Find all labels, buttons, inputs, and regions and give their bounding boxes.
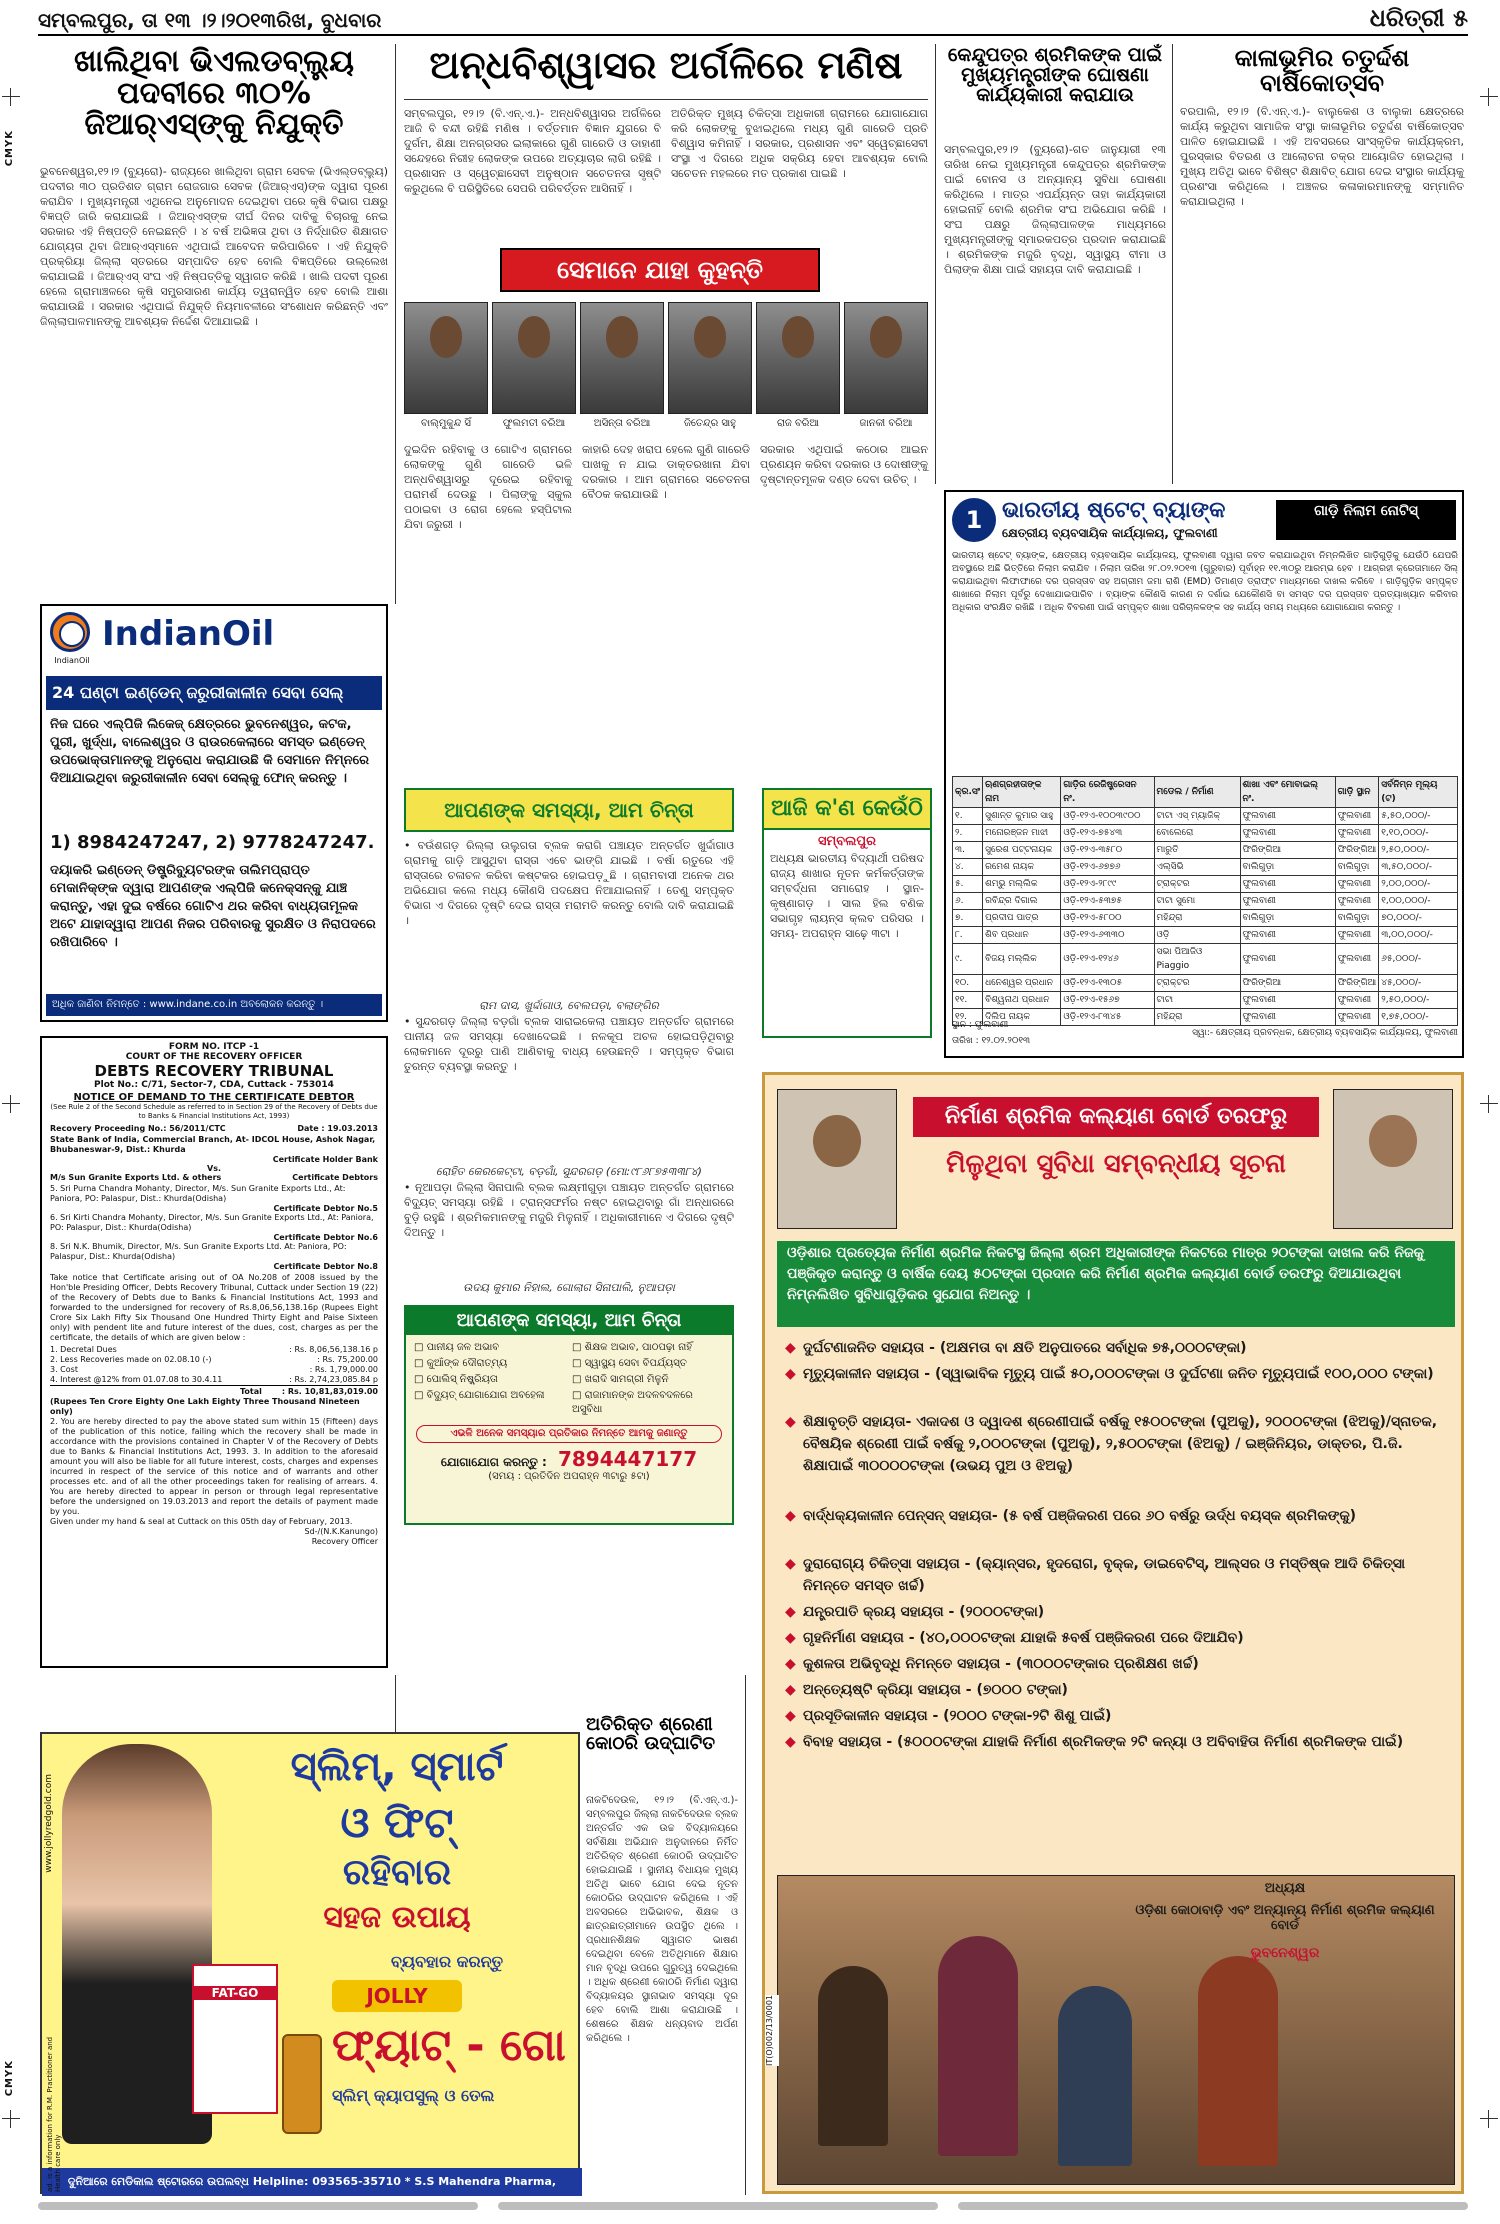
benefit-item: ◆ ମୃତ୍ୟୁକାଳୀନ ସହାୟତା - (ସ୍ୱାଭାବିକ ମୃତ୍ୟୁ ପାଇଁ ୫୦,୦୦୦ଟଙ୍କା ଓ ଦୁର୍ଘଟଣା ଜନିତ ମୃତ୍ୟୁପାଇଁ ୧୦୦,୦୦୦ ଟଙ୍କା) bbox=[781, 1363, 1453, 1411]
person-photo bbox=[668, 302, 752, 414]
page-footer bbox=[38, 2198, 1468, 2214]
drt-dues-table bbox=[50, 1345, 378, 1397]
benefit-item: ◆ ଯନ୍ତ୍ରପାତି କ୍ରୟ ସହାୟତା - (୨୦୦୦ଟଙ୍କା) bbox=[781, 1601, 1453, 1627]
drt-date: Date : 19.03.2013 bbox=[297, 1124, 378, 1133]
table-cell: ୧. bbox=[953, 808, 983, 825]
crosshair-icon bbox=[2, 2110, 20, 2128]
indianoil-brand: IndianOil bbox=[102, 614, 275, 654]
samasya-item: □ ଖରାଦି ସାମଗ୍ରୀ ମିଳୁନି bbox=[572, 1374, 669, 1385]
aaji-box bbox=[762, 788, 932, 1038]
table-cell: ଓଡ଼ି-୧୨ଏ-୧୩୦୫ bbox=[1061, 975, 1154, 992]
table-cell: ମହିନ୍ଦ୍ରା bbox=[1154, 1009, 1240, 1026]
story-headline: ଅନ୍ଧବିଶ୍ୱାସର ଅର୍ଗଳିରେ ମଣିଷ bbox=[404, 46, 928, 100]
sbi-auction-notice bbox=[944, 490, 1464, 1058]
table-header-cell: ଶାଖା ଏବଂ ମୋବାଇଲ୍ ନଂ. bbox=[1240, 777, 1335, 808]
benefit-item: ◆ ଦୁର୍ଘଟଣାଜନିତ ସହାୟତା - (ଅକ୍ଷମତା ବା କ୍ଷତି ଅନୁପାତରେ ସର୍ବାଧିକ ୭୫,୦୦୦ଟଙ୍କା) bbox=[781, 1337, 1453, 1363]
sbi-logo-icon: 1 bbox=[952, 498, 996, 542]
table-cell: ଓଡ଼ି-୧୨ଏ-୧୦୦୩୯୦୦ bbox=[1061, 808, 1154, 825]
people-photo-strip bbox=[404, 302, 928, 462]
jolly-tagline: ସ୍ଲିମ୍ କ୍ୟାପସୁଲ୍ ଓ ତେଲ bbox=[332, 2086, 495, 2105]
drt-notice-title: NOTICE OF DEMAND TO THE CERTIFICATE DEBTOR bbox=[73, 1092, 355, 1103]
jolly-line1: ସ୍ଲିମ୍, ସ୍ମାର୍ଟ bbox=[290, 1744, 504, 1790]
table-cell: ମନୋରଞ୍ଜନ ମାଝୀ bbox=[983, 825, 1061, 842]
table-cell: ସଭା ପିଆଜିଓ Piaggio bbox=[1154, 944, 1240, 975]
table-cell: ଫୁଲବାଣୀ bbox=[1335, 825, 1379, 842]
indianoil-ad bbox=[40, 604, 388, 1022]
drt-notice bbox=[40, 1036, 388, 1668]
table-cell: ୩,୦୦,୦୦୦/- bbox=[1379, 927, 1458, 944]
drt-title: DEBTS RECOVERY TRIBUNAL bbox=[94, 1062, 334, 1080]
table-cell: ଫୁଲବାଣୀ bbox=[1335, 944, 1379, 975]
benefit-item: ◆ ଦୁରାରୋଗ୍ୟ ଚିକିତ୍ସା ସହାୟତା - (କ୍ୟାନ୍‌ସର, ହୃଦରୋଗ, ବୃକ୍କ, ଡାଇବେଟିସ୍, ଆଲ୍‌ସର ଓ ମସ୍ତିଷ୍କ ଆଦି ଚିକିତ୍ସା ନିମନ୍ତେ ସମସ୍ତ ଖର୍ଚ୍ଚ) bbox=[781, 1553, 1453, 1601]
board-footer-org: ଓଡ଼ିଶା କୋଠାବାଡ଼ି ଏବଂ ଅନ୍ୟାନ୍ୟ ନିର୍ମାଣ ଶ୍ରମିକ କଲ୍ୟାଣ ବୋର୍ଡ bbox=[1135, 1903, 1435, 1933]
table-cell: ୧୧. bbox=[953, 992, 983, 1009]
table-row bbox=[953, 910, 1458, 927]
samasya-contact-label: ଯୋଗାଯୋଗ କରନ୍ତୁ : bbox=[440, 1455, 547, 1469]
table-cell: ବାଲିଗୁଡ଼ା bbox=[1240, 859, 1335, 876]
product-box bbox=[192, 1964, 278, 2114]
aaji-body: ଅଧ୍ୟକ୍ଷ ଭାରତୀୟ ବିଦ୍ୟାର୍ଥୀ ପରିଷଦ ରାଜ୍ୟ ଶାଖାର ନୂତନ କର୍ମକର୍ତ୍ତାଙ୍କ ସମ୍ବର୍ଦ୍ଧନା ସମାରୋହ । ସ୍ଥାନ- କୃଷ୍ଣାଗଡ଼ । ସାଲ ହିଲ ବଣିକ ସଭାଗୃହ ଲାୟନ୍ସ କ୍ଲବ ପରିସର । ସମୟ- ଅପରାହ୍ନ ସାଢ଼େ ୩ଟା । bbox=[770, 852, 924, 940]
table-row bbox=[953, 992, 1458, 1009]
jolly-line4: ସହଜ ଉପାୟ bbox=[323, 1900, 471, 1935]
table-cell: ଫିରିଙ୍ଗିଆ bbox=[1335, 842, 1379, 859]
table-cell: ଟାଟା bbox=[1154, 992, 1240, 1009]
table-cell: ୯. bbox=[953, 944, 983, 975]
samasya-form-banner: ଆପଣଙ୍କ ସମସ୍ୟା, ଆମ ଚିନ୍ତା bbox=[406, 1307, 732, 1335]
table-cell: ବାଲିଗୁଡ଼ା bbox=[1335, 910, 1379, 927]
table-cell: ୧,୧୦,୦୦୦/- bbox=[1379, 825, 1458, 842]
drt-sign: Sd-/(N.K.Kanungo) bbox=[304, 1527, 378, 1536]
table-cell: ଓଡ଼ି-୧୨ଏ-୬୩୩୦ bbox=[1061, 927, 1154, 944]
drt-row-label: 1. Decretal Dues bbox=[50, 1345, 117, 1354]
drt-row-amount: : Rs. 8,06,56,138.16 p bbox=[289, 1345, 378, 1354]
samasya-form-box bbox=[404, 1305, 734, 1525]
table-cell: ଫୁଲବାଣୀ bbox=[1335, 927, 1379, 944]
jolly-website: www.jollyredgold.com bbox=[44, 1774, 54, 1873]
drt-given: Given under my hand & seal at Cuttack on this 05th day of February, 2013. bbox=[50, 1517, 353, 1526]
table-cell: ବାଲିଗୁଡ଼ା bbox=[1335, 859, 1379, 876]
samasya-item: □ ବିଦ୍ୟୁତ୍ ଯୋଗାଯୋଗ ଅବହେଳା bbox=[414, 1390, 545, 1401]
drt-rule: (See Rule 2 of the Second Schedule as referred to in Section 29 of the Recovery of Debts due to Banks & Financial Institutions Act, 1993) bbox=[50, 1103, 378, 1120]
drt-row-amount: : Rs. 2,74,23,085.84 p bbox=[289, 1375, 378, 1384]
samasya-letter: • ନୂଆପଡ଼ା ଜିଲ୍ଲା ସିନାପାଲି ବ୍ଲକ ଲକ୍ଷ୍ମୀଗୁଡ଼ା ପଞ୍ଚାୟତ ଅନ୍ତର୍ଗତ ଗ୍ରାମରେ ବିଦ୍ୟୁତ୍ ସମସ୍ୟା ରହିଛି । ଟ୍ରାନ୍ସଫର୍ମର ନଷ୍ଟ ହୋଇଥିବାରୁ ଗାଁ ଅନ୍ଧାରରେ ବୁଡ଼ି ରହୁଛି । ଶ୍ରମିକମାନଙ୍କୁ ମଜୁରି ମିଳୁନାହିଁ । ଅଧିକାରୀମାନେ ଏ ଦିଗରେ ଦୃଷ୍ଟି ଦିଅନ୍ତୁ । bbox=[404, 1181, 734, 1239]
table-row bbox=[953, 1009, 1458, 1026]
table-cell: ଟାଟା ସୁମୋ bbox=[1154, 893, 1240, 910]
samasya-item: □ ଶିକ୍ଷକ ଅଭାବ, ପାଠପଢ଼ା ନାହିଁ bbox=[572, 1342, 693, 1353]
table-cell: ଫୁଲବାଣୀ bbox=[1240, 893, 1335, 910]
oil-bottle-icon bbox=[282, 2034, 322, 2134]
benefit-item: ◆ ଅନ୍ତ୍ୟେଷ୍ଟି କ୍ରିୟା ସହାୟତା - (୭୦୦୦ ଟଙ୍କା) bbox=[781, 1679, 1453, 1705]
drt-row-amount: : Rs. 1,79,000.00 bbox=[309, 1365, 378, 1374]
quote-col: କାହାରି ଦେହ ଖରାପ ହେଲେ ଗୁଣି ଗାରେଡି ପାଖକୁ ନ ଯାଇ ଡାକ୍ତରଖାନା ଯିବା ଦରକାର । ଆମ ଗ୍ରାମରେ ସଚେତନତା ବୈଠକ କରାଯାଉଛି । bbox=[582, 443, 750, 501]
portrait-photo bbox=[777, 1089, 897, 1229]
table-cell: ଓଡ଼ି-୧୨ଏ-୧୨୪୬ bbox=[1061, 944, 1154, 975]
aaji-title: ଆଜି କ'ଣ କେଉଁଠି bbox=[764, 790, 930, 830]
jolly-side-note: ad. is a information for R.M. Practitioner and Health care only bbox=[46, 2036, 62, 2192]
table-header-row bbox=[953, 777, 1458, 808]
table-cell: ଓଡ଼ି-୧୨ଏ-୩୫୮୦ bbox=[1061, 842, 1154, 859]
table-cell: ୫. bbox=[953, 876, 983, 893]
person-photo bbox=[492, 302, 576, 414]
table-cell: ଫୁଲବାଣୀ bbox=[1240, 876, 1335, 893]
drt-debtor: M/s Sun Granite Exports Ltd. & others bbox=[50, 1173, 222, 1182]
drt-row-label: 3. Cost bbox=[50, 1365, 78, 1374]
benefit-item: ◆ ପ୍ରସୂତିକାଳୀନ ସହାୟତା - (୨୦୦୦ ଟଙ୍କା-୨ଟି ଶିଶୁ ପାଇଁ) bbox=[781, 1705, 1453, 1731]
table-row bbox=[953, 842, 1458, 859]
jolly-line3: ରହିବାର bbox=[342, 1852, 452, 1893]
person-caption: ବାଲ୍ମୁକୁନ୍ଦ ସିଁ bbox=[421, 418, 471, 429]
person-caption: ରାଜ ବରିଆ bbox=[776, 418, 820, 429]
jolly-helpline: ଦୁନିଆରେ ମେଡିକାଲ ଷ୍ଟୋରରେ ଉପଲବ୍ଧ Helpline: 093565-35710 * S.S Mahendra Pharma, bbox=[42, 2168, 582, 2196]
board-benefit-list bbox=[781, 1337, 1453, 1779]
drt-total: : Rs. 10,81,83,019.00 bbox=[281, 1387, 378, 1396]
story-headline: କାଳାଭୂମିର ଚତୁର୍ଦ୍ଦଶ ବାର୍ଷିକୋତ୍ସବ bbox=[1234, 44, 1410, 98]
table-cell: ଫୁଲବାଣୀ bbox=[1335, 992, 1379, 1009]
samasya-sign: ରାମ ଦାସ, ଖୁର୍ଦ୍ଦାଗାଓ, ବେଲପଡ଼ା, ବଲାଙ୍ଗିର bbox=[479, 999, 659, 1012]
sbi-badge: ଗାଡ଼ି ନିଲାମ ନୋଟିସ୍ bbox=[1276, 500, 1456, 540]
story-headline: କେନ୍ଦୁପତ୍ର ଶ୍ରମିକଙ୍କ ପାଇଁ ମୁଖ୍ୟମନ୍ତ୍ରୀଙ୍କ ଘୋଷଣା କାର୍ଯ୍ୟକାରୀ କରାଯାଉ bbox=[947, 44, 1163, 106]
drt-form-no: FORM NO. ITCP -1 bbox=[168, 1042, 260, 1052]
samasya-item: □ ପାନୀୟ ଜଳ ଅଭାବ bbox=[414, 1342, 500, 1353]
crosshair-icon bbox=[1480, 88, 1498, 106]
benefit-item: ◆ ବିବାହ ସହାୟତା - (୫୦୦୦ଟଙ୍କା ଯାହାକି ନିର୍ମାଣ ଶ୍ରମିକଙ୍କ ୨ଟି କନ୍ୟା ଓ ଅବିବାହିତା ନିର୍ମାଣ ଶ୍ରମିକଙ୍କ ପାଇଁ) bbox=[781, 1731, 1453, 1779]
story-body-left: ସମ୍ବଲପୁର, ୧୨।୨ (ବି.ଏନ୍.ଏ.)- ଅନ୍ଧବିଶ୍ୱାସର ଅର୍ଗଳିରେ ଆଜି ବି ବନ୍ଦୀ ରହିଛି ମଣିଷ । ବର୍ତ୍ତମାନ ବିଜ୍ଞାନ ଯୁଗରେ ବି ଦୁର୍ଗମ, ଶିକ୍ଷା ଅନଗ୍ରସର ଇଲାକାରେ ଗୁଣି ଗାରେଡି ଓ ଡାହାଣୀ ସନ୍ଦେହରେ ନିରୀହ ଲୋକଙ୍କ ଉପରେ ଅତ୍ୟାଚାର ଲାଗି ରହିଛି । ପ୍ରଶାସନ ଓ ସ୍ୱେଚ୍ଛାସେବୀ ଅନୁଷ୍ଠାନ ସଚେତନତା ସୃଷ୍ଟି କରୁଥିଲେ ବି ପରିସ୍ଥିତିରେ ସେପରି ପରିବର୍ତ୍ତନ ଆସିନାହିଁ । bbox=[404, 107, 661, 195]
table-cell: ୮. bbox=[953, 927, 983, 944]
table-header-cell: ଗାଡ଼ି ସ୍ଥାନ bbox=[1335, 777, 1379, 808]
quote-banner: ସେମାନେ ଯାହା କୁହନ୍ତି bbox=[500, 248, 820, 292]
sbi-body: ଭାରତୀୟ ଷ୍ଟେଟ୍ ବ୍ୟାଙ୍କ, କ୍ଷେତ୍ରୀୟ ବ୍ୟବସାୟିକ କାର୍ଯ୍ୟାଳୟ, ଫୁଲବାଣୀ ଦ୍ୱାରା ଜବତ କରାଯାଇଥିବା ନିମ୍ନଲିଖିତ ଗାଡ଼ିଗୁଡ଼ିକୁ ଯେଉଁଠି ଯେପରି ଅବସ୍ଥାରେ ଅଛି ଭିତ୍ତିରେ ନିଲାମ କରାଯିବ । ନିଲାମ ତାରିଖ ୨୮.୦୨.୨୦୧୩ (ଗୁରୁବାର) ପୂର୍ବାହ୍ନ ୧୧.୩୦ରୁ ଆରମ୍ଭ ହେବ । ଆଗ୍ରହୀ କ୍ରେତାମାନେ ସିଲ୍ କରାଯାଇଥିବା ଲିଫାଫାରେ ଦର ପ୍ରସ୍ତାବ ସହ ଅଗ୍ରୀମ ଜମା ରାଶି (EMD) ଡିମାଣ୍ଡ ଡ୍ରାଫ୍ଟ ମାଧ୍ୟମରେ ଦାଖଲ କରିବେ । ଗାଡ଼ିଗୁଡ଼ିକ ସମ୍ପୃକ୍ତ ଶାଖାରେ ନିଲାମ ପୂର୍ବରୁ ଦେଖାଯାଇପାରିବ । ବ୍ୟାଙ୍କ କୌଣସି କାରଣ ନ ଦର୍ଶାଇ ଯେକୌଣସି ବା ସମସ୍ତ ଦର ପ୍ରସ୍ତାବ ପ୍ରତ୍ୟାଖ୍ୟାନ କରିବାର ଅଧିକାର ସଂରକ୍ଷିତ ରଖିଛି । ଅଧିକ ବିବରଣୀ ପାଇଁ ସମ୍ପୃକ୍ତ ଶାଖା ପରିଚାଳକଙ୍କ ସହ କାର୍ଯ୍ୟ ସମୟ ମଧ୍ୟରେ ଯୋଗାଯୋଗ କରନ୍ତୁ । bbox=[952, 551, 1458, 613]
table-cell: ଏଲ୍‌ସିଭି bbox=[1154, 859, 1240, 876]
drt-debtor-8: 8. Sri N.K. Bhumik, Director, M/s. Sun Granite Exports Ltd. At: Paniora, PO: Palaspur, Dist.: Khurda(Odisha) bbox=[50, 1242, 347, 1261]
samasya-sign: ଉଦୟ କୁମାର ନିହାଲ, ଗୋଲାଗ ସିନାପାଲି, ନୁଆପଡ଼ା bbox=[463, 1281, 675, 1294]
sbi-place: ସ୍ଥାନ : ଫୁଲବାଣୀ bbox=[952, 1020, 1009, 1030]
quote-col: ଦୁଇଦିନ ରହିବାକୁ ଓ ଗୋଟିଏ ଗ୍ରାମରେ ଲୋକଙ୍କୁ ଗୁଣି ଗାରେଡି ଭଳି ଅନ୍ଧବିଶ୍ୱାସରୁ ଦୂରେଇ ରହିବାକୁ ପରାମର୍ଶ ଦେଉଛୁ । ପିଲାଙ୍କୁ ସ୍କୁଲ ପଠାଇବା ଓ ରୋଗ ହେଲେ ହସ୍ପିଟାଲ ଯିବା ଜରୁରୀ । bbox=[404, 443, 572, 531]
table-cell: ଓଡ଼ି-୧୨ଏ-୬୭୭୬ bbox=[1061, 859, 1154, 876]
table-cell: ଦିଲିପ ନାୟକ bbox=[983, 1009, 1061, 1026]
sbi-signer: ସ୍ୱା:- କ୍ଷେତ୍ରୀୟ ପ୍ରବନ୍ଧକ, କ୍ଷେତ୍ରୀୟ ବ୍ୟବସାୟିକ କାର୍ଯ୍ୟାଳୟ, ଫୁଲବାଣୀ bbox=[1192, 1028, 1458, 1038]
table-row bbox=[953, 876, 1458, 893]
benefit-item: ◆ କୁଶଳତା ଅଭିବୃଦ୍ଧି ନିମନ୍ତେ ସହାୟତା - (୩୦୦୦ଟଙ୍କାର ପ୍ରଶିକ୍ଷଣ ଖର୍ଚ୍ଚ) bbox=[781, 1653, 1453, 1679]
table-cell: ଫିରିଙ୍ଗିଆ bbox=[1240, 842, 1335, 859]
table-cell: ଫୁଲବାଣୀ bbox=[1240, 1009, 1335, 1026]
table-cell: ୩,୫୦,୦୦୦/- bbox=[1379, 859, 1458, 876]
table-header-cell: ମଡେଲ / ନିର୍ମାଣ bbox=[1154, 777, 1240, 808]
story-superstition bbox=[404, 43, 928, 256]
drt-address: Plot No.: C/71, Sector-7, CDA, Cuttack - 753014 bbox=[94, 1080, 334, 1090]
table-cell: ଫୁଲବାଣୀ bbox=[1240, 825, 1335, 842]
cmyk-mark-top: CMYK bbox=[4, 130, 15, 167]
sbi-title: ଭାରତୀୟ ଷ୍ଟେଟ୍ ବ୍ୟାଙ୍କ bbox=[1002, 498, 1226, 523]
drt-row-label: 2. Less Recoveries made on 02.08.10 (-) bbox=[50, 1355, 212, 1364]
drt-vs: Vs. bbox=[207, 1164, 221, 1173]
table-cell: ରମେଶ ନାୟକ bbox=[983, 859, 1061, 876]
samasya-item: □ ସ୍ୱାସ୍ଥ୍ୟ ସେବା ବିପର୍ଯ୍ୟସ୍ତ bbox=[572, 1358, 687, 1369]
jolly-line2: ଓ ଫିଟ୍ bbox=[340, 1798, 454, 1847]
table-cell: ରବିନ୍ଦ୍ର ଦିଗାଲ bbox=[983, 893, 1061, 910]
indianoil-footer-text: ଦୟାକରି ଇଣ୍ଡେନ୍ ଡିଷ୍ଟ୍ରିବ୍ୟୁଟରଙ୍କ ତାଲିମପ୍ରାପ୍ତ ମେକାନିକ୍‌ଙ୍କ ଦ୍ୱାରା ଆପଣଙ୍କ ଏଲ୍‌ପିଜି କନେକ୍ସନ୍‌କୁ ଯାଞ୍ଚ କରାନ୍ତୁ, ଏହା ଦୁଇ ବର୍ଷରେ ଗୋଟିଏ ଥର କରିବା ବାଧ୍ୟତାମୂଳକ ଅଟେ ଯାହାଦ୍ୱାରା ଆପଣ ନିଜର ପରିବାରକୁ ସୁରକ୍ଷିତ ଓ ନିରାପଦରେ ରଖିପାରିବେ । bbox=[50, 863, 376, 950]
jolly-brand: JOLLY bbox=[332, 1980, 462, 2012]
table-header-cell: ସର୍ବନିମ୍ନ ମୂଲ୍ୟ (ଟ) bbox=[1379, 777, 1458, 808]
crosshair-icon bbox=[1480, 1095, 1498, 1113]
page-header bbox=[38, 0, 1468, 36]
table-cell: ଫିରିଙ୍ଗିଆ bbox=[1335, 975, 1379, 992]
story-kendu-workers bbox=[944, 46, 1166, 478]
table-cell: ୬. bbox=[953, 893, 983, 910]
product-box-label: FAT-GO bbox=[194, 1986, 276, 2000]
person-photo bbox=[404, 302, 488, 414]
table-cell: ଟ୍ରାକ୍ଟର bbox=[1154, 975, 1240, 992]
story-headline: ଅତିରିକ୍ତ ଶ୍ରେଣୀ କୋଠରି ଉଦ୍‌ଘାଟିତ bbox=[586, 1714, 716, 1754]
table-cell: ଫୁଲବାଣୀ bbox=[1335, 893, 1379, 910]
table-cell: ଫୁଲବାଣୀ bbox=[1335, 1009, 1379, 1026]
table-cell: ସୁଶାନ୍ତ କୁମାର ସାହୁ bbox=[983, 808, 1061, 825]
model-photo bbox=[62, 1744, 212, 2144]
crosshair-icon bbox=[1480, 2110, 1498, 2128]
board-title: ନିର୍ମାଣ ଶ୍ରମିକ କଲ୍ୟାଣ ବୋର୍ଡ ତରଫରୁ bbox=[913, 1097, 1319, 1137]
table-header-cell: କ୍ର.ସଂ bbox=[953, 777, 983, 808]
table-cell: ଓଡ଼ି-୧୨ଏ-୨୮୯୯ bbox=[1061, 876, 1154, 893]
table-cell: ୧୦. bbox=[953, 975, 983, 992]
table-row bbox=[953, 825, 1458, 842]
portrait-photo bbox=[1333, 1089, 1453, 1229]
board-ad bbox=[762, 1072, 1464, 2194]
dateline: ସମ୍ବଲପୁର, ତା ୧୩ ।୨।୨୦୧୩ରିଖ, ବୁଧବାର bbox=[38, 8, 382, 32]
story-kalabhumi bbox=[1180, 46, 1464, 480]
quotes-section bbox=[404, 442, 928, 782]
table-cell: ଫୁଲବାଣୀ bbox=[1335, 876, 1379, 893]
table-cell: ୧,୭୫,୦୦୦/- bbox=[1379, 1009, 1458, 1026]
samasya-sign: ରୋହିତ କେରକେଟ୍ଟା, ବଡ଼ଗାଁ, ସୁନ୍ଦରଗଡ଼ (ମୋ:୯୮୬୮୭୫୩୩୮୪) bbox=[436, 1165, 702, 1178]
samasya-time: (ସମୟ : ପ୍ରତିଦିନ ଅପରାହ୍ନ ୩ଟାରୁ ୫ଟା) bbox=[488, 1471, 650, 1482]
table-row bbox=[953, 859, 1458, 876]
drt-debtor-6: 6. Sri Kirti Chandra Mohanty, Director, M/s. Sun Granite Exports Ltd., At: Paniora, PO: Palaspur, Dist.: Khurda(Odisha) bbox=[50, 1213, 374, 1232]
table-cell: ଟ୍ରାକ୍ଟର bbox=[1154, 876, 1240, 893]
indianoil-body: ନିଜ ଘରେ ଏଲ୍‌ପିଜି ଲିକେଜ୍ କ୍ଷେତ୍ରରେ ଭୁବନେଶ୍ୱର, କଟକ, ପୁରୀ, ଖୁର୍ଦ୍ଧା, ବାଲେଶ୍ୱର ଓ ରାଉରକେଲାରେ ସମସ୍ତ ଇଣ୍ଡେନ୍ ଉପଭୋକ୍ତାମାନଙ୍କୁ ଅନୁରୋଧ କରାଯାଉଛି କି ସେମାନେ ନିମ୍ନରେ ଦିଆଯାଇଥିବା ଜରୁରୀକାଳୀନ ସେବା ସେଲ୍‌କୁ ଫୋନ୍ କରନ୍ତୁ । bbox=[50, 717, 369, 786]
samasya-letter: • ବଉଁଶଗଡ଼ ରିଲ୍ଲା ଉଲୁଗତା ବ୍ଲକ କରାଗି ପଞ୍ଚାୟତ ଅନ୍ତର୍ଗତ ଖୁର୍ଦ୍ଦାଗାଓ ଗ୍ରାମକୁ ଗାଡ଼ି ଆସୁଥିବା ରାସ୍ତା ଏବେ ଭାଙ୍ଗି ଯାଇଛି । ବର୍ଷା ଋତୁରେ ଏହି ରାସ୍ତାରେ ଚଳାଚଳ କରିବା କଷ୍ଟକର ହୋଇପଡ଼ୁଛି । ଗ୍ରାମବାସୀ ଅନେକ ଥର ଅଭିଯୋଗ କଲେ ମଧ୍ୟ କୌଣସି ପଦକ୍ଷେପ ନିଆଯାଇନାହିଁ । ତେଣୁ ସମ୍ପୃକ୍ତ ବିଭାଗ ଏ ଦିଗରେ ଦୃଷ୍ଟି ଦେଇ ରାସ୍ତା ମରାମତି କରନ୍ତୁ ବୋଲି ଦାବି କରାଯାଇଛି । bbox=[404, 839, 734, 927]
table-cell: ସୁରେଶ ପଟ୍ଟନାୟକ bbox=[983, 842, 1061, 859]
table-cell: ଟାଟା ଏସ୍ ମ୍ୟାଜିକ୍ bbox=[1154, 808, 1240, 825]
table-cell: ୧,୦୦,୦୦୦/- bbox=[1379, 893, 1458, 910]
drt-clauses: 2. You are hereby directed to pay the above stated sum within 15 (Fifteen) days of the publication of this notice, failing which the recovery shall be made in accordance with the provisions contained in Chapter V of the Recovery of Debts due to Banks & Financial Institutions Act, 1993. 3. In addition to the aforesaid amount you will also be liable for all future interest, costs, charges and expenses incurred in respect of the service of this notice and of warrants and other processes etc. and of all the other proceedings taken for realising of arrears. 4. You are hereby directed to appear in person or through legal representative before the undersigned on 19.03.2013 and report the details of payment made by you. bbox=[50, 1417, 378, 1516]
drt-debtor-8-role: Certificate Debtor No.8 bbox=[273, 1262, 378, 1271]
quote-col: ସରକାର ଏଥିପାଇଁ କଠୋର ଆଇନ ପ୍ରଣୟନ କରିବା ଦରକାର ଓ ଦୋଷୀଙ୍କୁ ଦୃଷ୍ଟାନ୍ତମୂଳକ ଦଣ୍ଡ ଦେବା ଉଚିତ୍ । bbox=[760, 443, 928, 486]
story-body: ସମ୍ବଲପୁର,୧୨।୨ (ବ୍ୟୁରୋ)-ଗତ ଜାନୁୟାରୀ ୧୩ ତାରିଖ ନେଇ ମୁଖ୍ୟମନ୍ତ୍ରୀ କେନ୍ଦୁପତ୍ର ଶ୍ରମିକଙ୍କ ପାଇଁ ବୋନସ ଓ ଅନ୍ୟାନ୍ୟ ସୁବିଧା ଘୋଷଣା କରିଥିଲେ । ମାତ୍ର ଏପର୍ଯ୍ୟନ୍ତ ତାହା କାର୍ଯ୍ୟକାରୀ ହୋଇନାହିଁ ବୋଲି ଶ୍ରମିକ ସଂଘ ଅଭିଯୋଗ କରିଛି । ସଂଘ ପକ୍ଷରୁ ଜିଲ୍ଲାପାଳଙ୍କ ମାଧ୍ୟମରେ ମୁଖ୍ୟମନ୍ତ୍ରୀଙ୍କୁ ସ୍ମାରକପତ୍ର ପ୍ରଦାନ କରାଯାଇଛି । ଶ୍ରମିକଙ୍କ ମଜୁରି ବୃଦ୍ଧି, ସ୍ୱାସ୍ଥ୍ୟ ବୀମା ଓ ପିଲାଙ୍କ ଶିକ୍ଷା ପାଇଁ ସହାୟତା ଦାବି କରାଯାଇଛି । bbox=[944, 143, 1166, 276]
board-footer-city: ଭୁବନେଶ୍ୱର bbox=[1250, 1945, 1320, 1961]
sbi-subtitle: କ୍ଷେତ୍ରୀୟ ବ୍ୟବସାୟିକ କାର୍ଯ୍ୟାଳୟ, ଫୁଲବାଣୀ bbox=[1002, 526, 1218, 540]
indianoil-logo-caption: IndianOil bbox=[54, 656, 90, 665]
story-body: ବରପାଲି, ୧୨।୨ (ବି.ଏନ୍.ଏ.)- ବାଲୁକେଶ ଓ ବାଲୁକା କ୍ଷେତ୍ରରେ କାର୍ଯ୍ୟ କରୁଥିବା ସାମାଜିକ ସଂସ୍ଥା କାଳାଭୂମିର ଚତୁର୍ଦ୍ଦଶ ବାର୍ଷିକୋତ୍ସବ ପାଳିତ ହୋଇଯାଇଛି । ଏହି ଅବସରରେ ସାଂସ୍କୃତିକ କାର୍ଯ୍ୟକ୍ରମ, ପୁରସ୍କାର ବିତରଣ ଓ ଆଲୋଚନା ଚକ୍ର ଆୟୋଜିତ ହୋଇଥିଲା । ମୁଖ୍ୟ ଅତିଥି ଭାବେ ବିଶିଷ୍ଟ ଶିକ୍ଷାବିତ୍ ଯୋଗ ଦେଇ ସଂସ୍ଥାର କାର୍ଯ୍ୟକୁ ପ୍ରଶଂସା କରିଥିଲେ । ଅଞ୍ଚଳର କଳାକାରମାନଙ୍କୁ ସମ୍ମାନିତ କରାଯାଇଥିଲା । bbox=[1180, 105, 1464, 208]
samasya-phone: 7894447177 bbox=[557, 1447, 698, 1471]
table-cell: ମହିନ୍ଦ୍ରା bbox=[1154, 910, 1240, 927]
person-photo bbox=[580, 302, 664, 414]
table-cell: ଓଡ଼ି-୧୨ଏ-୭୫୪୩ bbox=[1061, 825, 1154, 842]
jolly-use: ବ୍ୟବହାର କରନ୍ତୁ bbox=[390, 1952, 504, 1971]
table-cell: ୫,୫୦,୦୦୦/- bbox=[1379, 808, 1458, 825]
table-cell: ୨,୫୦,୦୦୦/- bbox=[1379, 992, 1458, 1009]
indianoil-logo-icon bbox=[50, 612, 90, 652]
story-grs-appointment bbox=[40, 46, 388, 604]
drt-court: COURT OF THE RECOVERY OFFICER bbox=[125, 1052, 303, 1062]
table-cell: ୩. bbox=[953, 842, 983, 859]
drt-row-label: 4. Interest @12% from 01.07.08 to 30.4.11 bbox=[50, 1375, 223, 1384]
table-cell: ୨,୦୦,୦୦୦/- bbox=[1379, 876, 1458, 893]
table-cell: ଫୁଲବାଣୀ bbox=[1240, 927, 1335, 944]
indianoil-phones: 1) 8984247247, 2) 9778247247. bbox=[50, 832, 375, 853]
samasya-item: □ ରାଜାମାନଙ୍କ ଅଦଳବଦଳରେ ଅସୁବିଧା bbox=[572, 1390, 693, 1415]
table-cell: ଓଡ଼ି-୧୨ଏ-୫୩୭୫ bbox=[1061, 893, 1154, 910]
drt-debtor-5: 5. Sri Purna Chandra Mohanty, Director, M/s. Sun Granite Exports Ltd., At: Paniora, PO: Palaspur, Dist.: Khurda(Odisha) bbox=[50, 1184, 346, 1203]
table-cell: ମାରୁତି bbox=[1154, 842, 1240, 859]
drt-debtor-6-role: Certificate Debtor No.6 bbox=[273, 1233, 378, 1242]
jolly-fatgo-ad bbox=[40, 1732, 580, 2194]
table-cell: ଓଡ଼ି bbox=[1154, 927, 1240, 944]
cmyk-mark-bottom: CMYK bbox=[4, 2060, 15, 2097]
board-code: IT(O)002/13/0001 bbox=[765, 1995, 779, 2066]
benefit-item: ◆ ଗୃହନିର୍ମାଣ ସହାୟତା - (୪୦,୦୦୦ଟଙ୍କା ଯାହାକି ୫ବର୍ଷ ପଞ୍ଜିକରଣ ପରେ ଦିଆଯିବ) bbox=[781, 1627, 1453, 1653]
benefit-item: ◆ ଶିକ୍ଷାବୃତ୍ତି ସହାୟତା- ଏକାଦଶ ଓ ଦ୍ୱାଦଶ ଶ୍ରେଣୀପାଇଁ ବର୍ଷକୁ ୧୫୦୦ଟଙ୍କା (ପୁଅକୁ), ୨୦୦୦ଟଙ୍କା (ଝିଅକୁ)/ସ୍ନାତକ, ବୈଷୟିକ ଶ୍ରେଣୀ ପାଇଁ ବର୍ଷକୁ ୨,୦୦୦ଟଙ୍କା (ପୁଅକୁ), ୨,୫୦୦ଟଙ୍କା (ଝିଅକୁ) / ଇଞ୍ଜିନିୟର, ଡାକ୍ତର, ପି.ଜି. ଶିକ୍ଷାପାଇଁ ୩୦୦୦୦ଟଙ୍କା (ଉଭୟ ପୁଅ ଓ ଝିଅକୁ) bbox=[781, 1411, 1453, 1505]
table-cell: ଫୁଲବାଣୀ bbox=[1240, 944, 1335, 975]
drt-bank: State Bank of India, Commercial Branch, At- IDCOL House, Ashok Nagar, Bhubaneswar-9, Dist.: Khurda bbox=[50, 1135, 376, 1154]
table-cell: ଶିବ ପ୍ରଧାନ bbox=[983, 927, 1061, 944]
table-cell: ଓଡ଼ି-୧୨ଏ-୧୫୬୭ bbox=[1061, 992, 1154, 1009]
table-cell: ଫୁଲବାଣୀ bbox=[1240, 808, 1335, 825]
table-cell: ଓଡ଼ି-୧୨ଏ-୫୮୦୦ bbox=[1061, 910, 1154, 927]
table-header-cell: ଗାଡ଼ିର ରେଜିଷ୍ଟ୍ରେସନ ନଂ. bbox=[1061, 777, 1154, 808]
crosshair-icon bbox=[2, 88, 20, 106]
story-body: ଭୁବନେଶ୍ୱର,୧୨।୨ (ବ୍ୟୁରୋ)- ରାଜ୍ୟରେ ଖାଲିଥିବା ଗ୍ରାମ ସେବକ (ଭିଏଲ୍‌ଡବ୍ଲ୍ୟୁ) ପଦବୀର ୩୦ ପ୍ରତିଶତ ଗ୍ରାମ ରୋଜଗାର ସେବକ (ଜିଆର୍‌ଏସ୍)ଙ୍କ ଦ୍ୱାରା ପୂରଣ କରାଯିବ । ମୁଖ୍ୟମନ୍ତ୍ରୀ ଏଥିନେଇ ଅନୁମୋଦନ ଦେଇଥିବା ପରେ କୃଷି ବିଭାଗ ପକ୍ଷରୁ ବିଜ୍ଞପ୍ତି ଜାରି କରାଯାଇଛି । ଜିଆର୍‌ଏସ୍‌ଙ୍କ ଦୀର୍ଘ ଦିନର ଦାବିକୁ ବିଚାରକୁ ନେଇ ସରକାର ଏହି ନିଷ୍ପତ୍ତି ନେଇଛନ୍ତି । ୪ ବର୍ଷ ଅଭିଜ୍ଞତା ଥିବା ଓ ନିର୍ଦ୍ଧାରିତ ଶିକ୍ଷାଗତ ଯୋଗ୍ୟତା ଥିବା ଜିଆର୍‌ଏସ୍‌ମାନେ ଏଥିପାଇଁ ଆବେଦନ କରିପାରିବେ । ଏହି ନିଯୁକ୍ତି ପ୍ରକ୍ରିୟା ଜିଲ୍ଲା ସ୍ତରରେ ସମ୍ପାଦିତ ହେବ ବୋଲି ବିଜ୍ଞପ୍ତିରେ ଉଲ୍ଲେଖ କରାଯାଇଛି । ଜିଆର୍‌ଏସ୍ ସଂଘ ଏହି ନିଷ୍ପତ୍ତିକୁ ସ୍ୱାଗତ କରିଛି । ଖାଲି ପଦବୀ ପୂରଣ ହେଲେ ଗ୍ରାମାଞ୍ଚଳରେ କୃଷି ସମ୍ପ୍ରସାରଣ କାର୍ଯ୍ୟ ତ୍ୱରାନ୍ୱିତ ହେବ ବୋଲି ଆଶା କରାଯାଉଛି । ସରକାର ଏଥିପାଇଁ ନିଯୁକ୍ତି ନିୟମାବଳୀରେ ସଂଶୋଧନ କରିଛନ୍ତି ଏବଂ ଜିଲ୍ଲାପାଳମାନଙ୍କୁ ଆବଶ୍ୟକ ନିର୍ଦ୍ଦେଶ ଦିଆଯାଇଛି । bbox=[40, 165, 388, 328]
table-row bbox=[953, 893, 1458, 910]
table-cell: ଶମ୍ଭୁ ମଲ୍ଲିକ bbox=[983, 876, 1061, 893]
samasya-letter: • ସୁନ୍ଦରଗଡ଼ ଜିଲ୍ଲା ବଡ଼ଗାଁ ବ୍ଲକ ସାରାଇକେଲା ପଞ୍ଚାୟତ ଅନ୍ତର୍ଗତ ଗ୍ରାମରେ ପାନୀୟ ଜଳ ସମସ୍ୟା ଦେଖାଦେଇଛି । ନଳକୂପ ଅଚଳ ହୋଇପଡ଼ିଥିବାରୁ ଲୋକମାନେ ଦୂରରୁ ପାଣି ଆଣିବାକୁ ବାଧ୍ୟ ହେଉଛନ୍ତି । ସମ୍ପୃକ୍ତ ବିଭାଗ ତୁରନ୍ତ ବ୍ୟବସ୍ଥା କରନ୍ତୁ । bbox=[404, 1015, 734, 1073]
drt-total-label: Total bbox=[240, 1387, 262, 1396]
page-label: ଧରିତ୍ରୀ ୫ bbox=[1369, 4, 1468, 32]
indianoil-banner: 24 ଘଣ୍ଟା ଇଣ୍ଡେନ୍ ଜରୁରୀକାଳୀନ ସେବା ସେଲ୍ bbox=[46, 676, 382, 710]
person-caption: ଜାନକୀ ବରିଆ bbox=[859, 418, 913, 429]
table-cell: ୬୫,୦୦୦/- bbox=[1379, 944, 1458, 975]
samasya-section bbox=[404, 838, 734, 1300]
drt-debtor-5-role: Certificate Debtor No.5 bbox=[273, 1204, 378, 1213]
benefit-item: ◆ ବାର୍ଦ୍ଧକ୍ୟକାଳୀନ ପେନ୍‌ସନ୍ ସହାୟତା- (୫ ବର୍ଷ ପଞ୍ଜିକରଣ ପରେ ୬୦ ବର୍ଷରୁ ଉର୍ଦ୍ଧ ବୟସ୍କ ଶ୍ରମିକଙ୍କୁ) bbox=[781, 1505, 1453, 1553]
indianoil-website: ଅଧିକ ଜାଣିବା ନିମନ୍ତେ : www.indane.co.in ଅବଲୋକନ କରନ୍ତୁ । bbox=[46, 994, 382, 1016]
sbi-vehicle-table bbox=[952, 776, 1458, 1026]
drt-row-amount: : Rs. 75,200.00 bbox=[317, 1355, 378, 1364]
table-header-cell: ଋଣଗ୍ରହୀତାଙ୍କ ନାମ bbox=[983, 777, 1061, 808]
story-extra-classroom bbox=[586, 1716, 738, 2184]
table-cell: ବୋଲେରୋ bbox=[1154, 825, 1240, 842]
samasya-item: □ କୁଆଁଙ୍କ ଦୌରାତ୍ମ୍ୟ bbox=[414, 1358, 508, 1369]
board-footer-chair: ଅଧ୍ୟକ୍ଷ bbox=[1264, 1881, 1306, 1896]
samasya-item: □ ପୋଲିସ୍ ନିଷ୍କ୍ରିୟତା bbox=[414, 1374, 498, 1385]
table-cell: ଫିରିଙ୍ଗିଆ bbox=[1240, 975, 1335, 992]
table-cell: ୭. bbox=[953, 910, 983, 927]
table-cell: ଓଡ଼ି-୧୨ଏ-୮୩୪୫ bbox=[1061, 1009, 1154, 1026]
table-cell: ୨,୫୦,୦୦୦/- bbox=[1379, 842, 1458, 859]
samasya-banner: ଆପଣଙ୍କ ସମସ୍ୟା, ଆମ ଚିନ୍ତା bbox=[404, 788, 734, 832]
table-cell: ୨. bbox=[953, 825, 983, 842]
story-body: ନାକଟିଦେଉଳ, ୧୨।୨ (ବି.ଏନ୍.ଏ.)- ସମ୍ବଲପୁର ଜିଲ୍ଲା ନାକଟିଦେଉଳ ବ୍ଲକ ଅନ୍ତର୍ଗତ ଏକ ଉଚ୍ଚ ବିଦ୍ୟାଳୟରେ ସର୍ବଶିକ୍ଷା ଅଭିଯାନ ଅନୁଦାନରେ ନିର୍ମିତ ଅତିରିକ୍ତ ଶ୍ରେଣୀ କୋଠରି ଉଦ୍‌ଘାଟିତ ହୋଇଯାଇଛି । ସ୍ଥାନୀୟ ବିଧାୟକ ମୁଖ୍ୟ ଅତିଥି ଭାବେ ଯୋଗ ଦେଇ ନୂତନ କୋଠରିର ଉଦ୍‌ଘାଟନ କରିଥିଲେ । ଏହି ଅବସରରେ ଅଭିଭାବକ, ଶିକ୍ଷକ ଓ ଛାତ୍ରଛାତ୍ରୀମାନେ ଉପସ୍ଥିତ ଥିଲେ । ପ୍ରଧାନଶିକ୍ଷକ ସ୍ୱାଗତ ଭାଷଣ ଦେଇଥିବା ବେଳେ ଅତିଥିମାନେ ଶିକ୍ଷାର ମାନ ବୃଦ୍ଧି ଉପରେ ଗୁରୁତ୍ୱ ଦେଇଥିଲେ । ଅଧିକ ଶ୍ରେଣୀ କୋଠରି ନିର୍ମାଣ ଦ୍ୱାରା ବିଦ୍ୟାଳୟର ସ୍ଥାନାଭାବ ସମସ୍ୟା ଦୂର ହେବ ବୋଲି ଆଶା କରାଯାଉଛି । ଶେଷରେ ଶିକ୍ଷକ ଧନ୍ୟବାଦ ଅର୍ପଣ କରିଥିଲେ । bbox=[586, 1795, 738, 2044]
drt-body: Take notice that Certificate arising out of OA No.208 of 2008 issued by the Hon'ble Presiding Officer, Debts Recovery Tribunal, Cuttack under Section 19 (22) of the Recovery of Debts due to Banks & Financial Institutions Act, 1993 and forwarded to the undersigned for recovery of Rs.8,06,56,138.16p (Rupees Eight Crore Six Lakh Fifty Six Thousand One Hundred Thirty Eight and Paise Sixteen only) with pendent lite and future interest of the dues, cost, charges as per the certificate, the details of which are given below : bbox=[50, 1273, 378, 1342]
table-cell: ଫୁଲବାଣୀ bbox=[1335, 808, 1379, 825]
jolly-product: ଫ୍ୟାଟ୍ - ଗୋ bbox=[332, 2020, 566, 2071]
crosshair-icon bbox=[2, 1095, 20, 1113]
table-cell: ୭୦,୦୦୦/- bbox=[1379, 910, 1458, 927]
person-caption: ଅସିନ୍ତା ବରିଆ bbox=[593, 418, 651, 429]
table-cell: ବିଶ୍ୱନାଥ ପ୍ରଧାନ bbox=[983, 992, 1061, 1009]
aaji-city: ସମ୍ବଲପୁର bbox=[818, 834, 876, 849]
board-subtitle: ମିଳୁଥିବା ସୁବିଧା ସମ୍ବନ୍ଧୀୟ ସୂଚନା bbox=[946, 1149, 1286, 1179]
drt-bank-role: Certificate Holder Bank bbox=[272, 1155, 378, 1164]
table-cell: ଫୁଲବାଣୀ bbox=[1240, 992, 1335, 1009]
table-cell: ବିଜୟ ମଲ୍ଲିକ bbox=[983, 944, 1061, 975]
drt-total-words: (Rupees Ten Crore Eighty One Lakh Eighty Three Thousand Nineteen only) bbox=[50, 1397, 360, 1416]
drt-debtor-role: Certificate Debtors bbox=[292, 1173, 378, 1182]
table-row bbox=[953, 975, 1458, 992]
person-photo bbox=[844, 302, 928, 414]
story-body-right: ଅତିରିକ୍ତ ମୁଖ୍ୟ ଚିକିତ୍ସା ଅଧିକାରୀ ଗ୍ରାମରେ ଯୋଗାଯୋଗ କରି ଲୋକଙ୍କୁ ବୁଝାଇଥିଲେ ମଧ୍ୟ ଗୁଣି ଗାରେଡି ପ୍ରତି ବିଶ୍ୱାସ କମିନାହିଁ । ସରକାର, ପ୍ରଶାସନ ଏବଂ ସ୍ୱେଚ୍ଛାସେବୀ ସଂସ୍ଥା ଏ ଦିଗରେ ଅଧିକ ସକ୍ରିୟ ହେବା ଆବଶ୍ୟକ ବୋଲି ସଚେତନ ମହଲରେ ମତ ପ୍ରକାଶ ପାଇଛି । bbox=[671, 107, 928, 180]
table-row bbox=[953, 808, 1458, 825]
person-caption: ଫୁଲମତୀ ବରିଆ bbox=[502, 418, 566, 429]
table-cell: ବାଲିଗୁଡ଼ା bbox=[1240, 910, 1335, 927]
sbi-table-wrap bbox=[952, 776, 1458, 1026]
sbi-date: ତାରିଖ : ୧୨.୦୨.୨୦୧୩ bbox=[952, 1036, 1031, 1046]
table-row bbox=[953, 944, 1458, 975]
table-row bbox=[953, 927, 1458, 944]
story-headline: ଖାଲିଥିବା ଭିଏଲଡବ୍ଲ୍ୟୁ ପଦବୀରେ ୩୦% ଜିଆର୍‌ଏସ୍‌ଙ୍କୁ ନିଯୁକ୍ତି bbox=[74, 44, 354, 142]
drt-sign-role: Recovery Officer bbox=[311, 1537, 378, 1546]
table-cell: ୪୫,୦୦୦/- bbox=[1379, 975, 1458, 992]
samasya-note: ଏଭଳି ଅନେକ ସମସ୍ୟାର ପ୍ରତିକାର ନିମନ୍ତେ ଆମକୁ ଜଣାନ୍ତୁ bbox=[416, 1425, 722, 1443]
table-cell: ପ୍ରଦୀପ ପାତ୍ର bbox=[983, 910, 1061, 927]
table-cell: ୧୨. bbox=[953, 1009, 983, 1026]
drt-proceeding: Recovery Proceeding No.: 56/2011/CTC bbox=[50, 1124, 226, 1133]
table-cell: ୪. bbox=[953, 859, 983, 876]
person-photo bbox=[756, 302, 840, 414]
person-caption: ଜିତେନ୍ଦ୍ର ସାହୁ bbox=[684, 418, 736, 429]
board-intro: ଓଡ଼ିଶାର ପ୍ରତ୍ୟେକ ନିର୍ମାଣ ଶ୍ରମିକ ନିକଟସ୍ଥ ଜିଲ୍ଲା ଶ୍ରମ ଅଧିକାରୀଙ୍କ ନିକଟରେ ମାତ୍ର ୨୦ଟଙ୍କା ଦାଖଲ କରି ନିଜକୁ ପଞ୍ଜିକୃତ କରାନ୍ତୁ ଓ ବାର୍ଷିକ ଦେୟ ୫୦ଟଙ୍କା ପ୍ରଦାନ କରି ନିର୍ମାଣ ଶ୍ରମିକ କଲ୍ୟାଣ ବୋର୍ଡ ତରଫରୁ ଦିଆଯାଉଥିବା ନିମ୍ନଲିଖିତ ସୁବିଧାଗୁଡ଼ିକର ସୁଯୋଗ ନିଅନ୍ତୁ । bbox=[777, 1241, 1455, 1327]
table-cell: ଧନେଶ୍ୱର ପ୍ରଧାନ bbox=[983, 975, 1061, 992]
